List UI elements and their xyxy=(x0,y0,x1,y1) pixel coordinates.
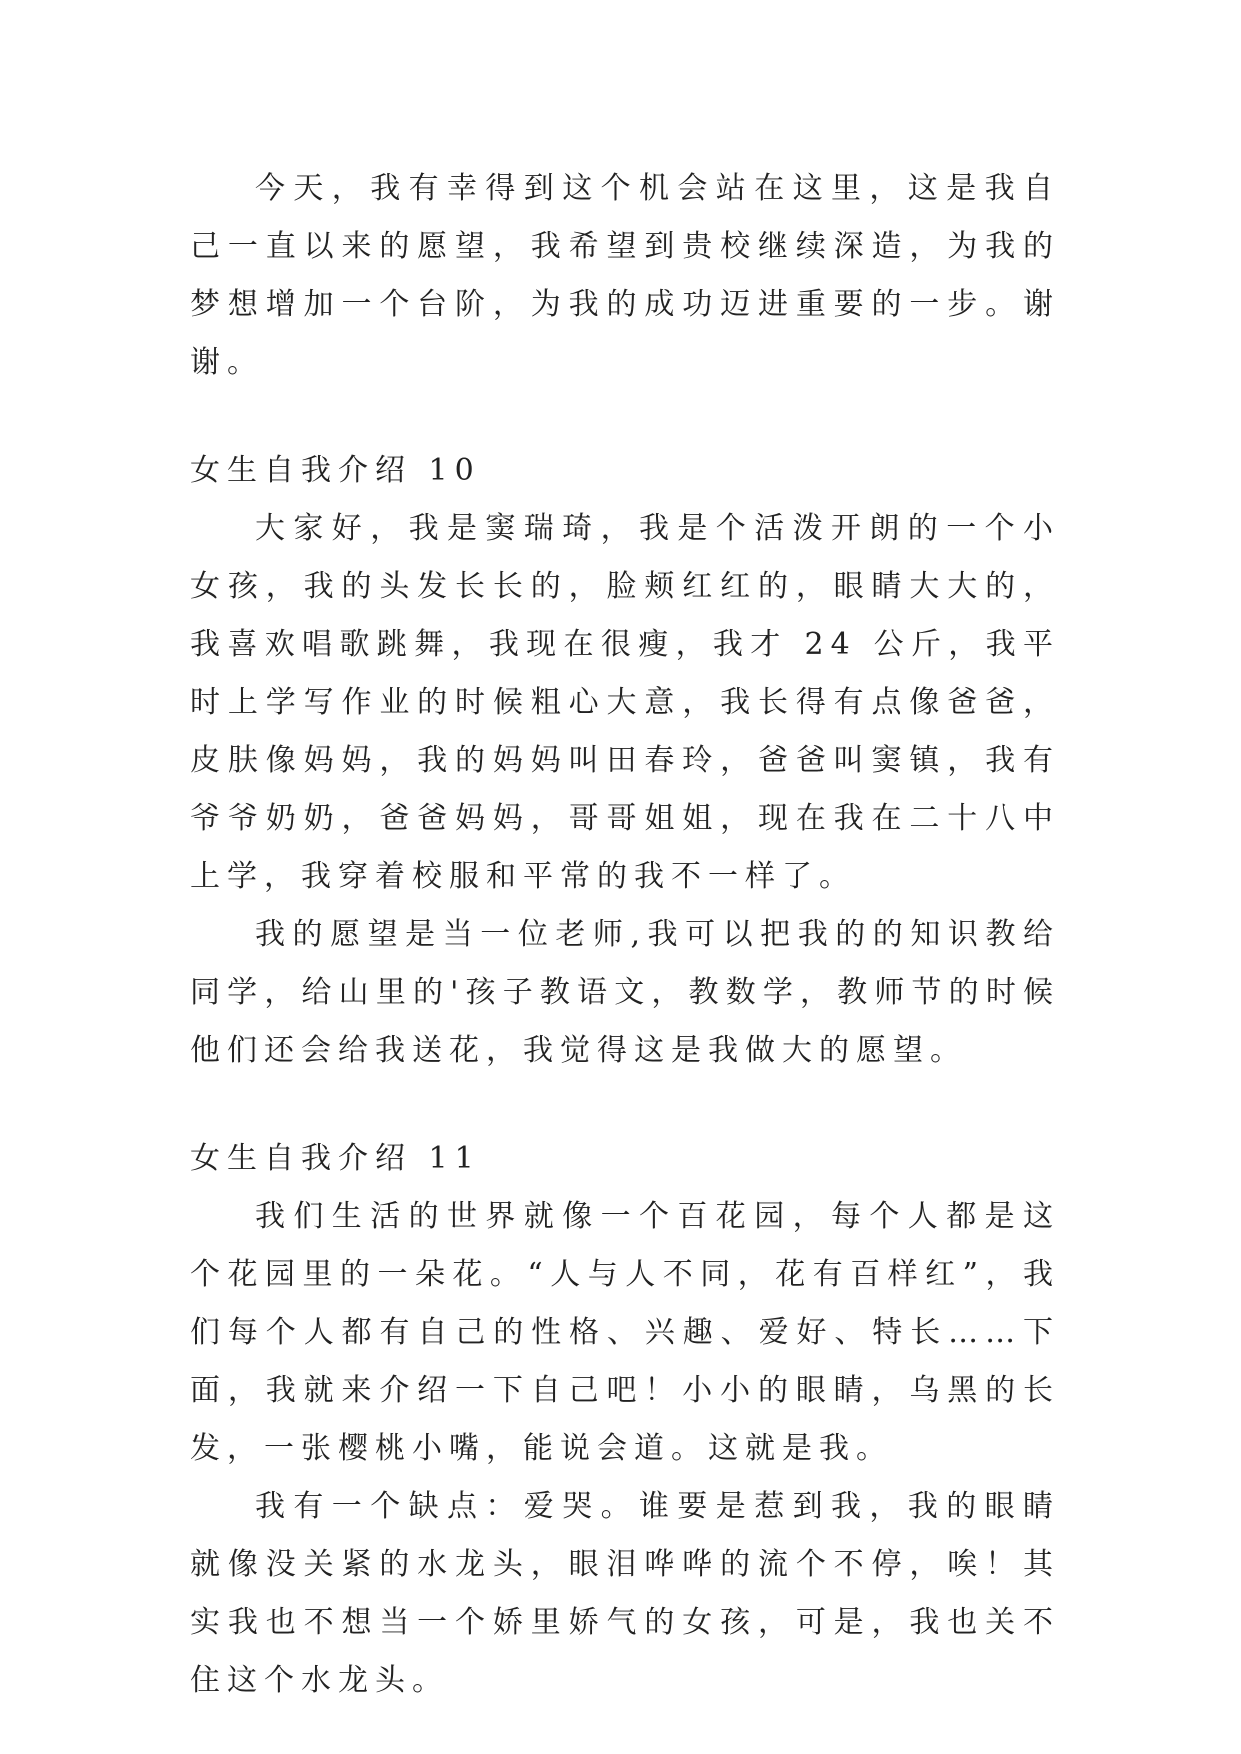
section-intro-11 xyxy=(190,1130,1060,1710)
paragraph: 我有一个缺点：爱哭。谁要是惹到我，我的眼睛就像没关紧的水龙头，眼泪哗哗的流个不停，唉！其实我也不想当一个娇里娇气的女孩，可是，我也关不住这个水龙头。 xyxy=(190,1489,1060,1698)
paragraph: 今天，我有幸得到这个机会站在这里，这是我自己一直以来的愿望，我希望到贵校继续深造，为我的梦想增加一个台阶，为我的成功迈进重要的一步。谢谢。 xyxy=(190,171,1060,380)
section-closing xyxy=(190,160,1060,392)
section-heading: 女生自我介绍 10 xyxy=(190,453,481,488)
section-intro-10 xyxy=(190,442,1060,1080)
paragraph: 我们生活的世界就像一个百花园，每个人都是这个花园里的一朵花。“人与人不同，花有百样红”，我们每个人都有自己的性格、兴趣、爱好、特长……下面，我就来介绍一下自己吧！小小的眼睛，乌黑的长发，一张樱桃小嘴，能说会道。这就是我。 xyxy=(190,1199,1060,1466)
section-gap xyxy=(190,1080,1060,1130)
section-gap xyxy=(190,392,1060,442)
paragraph: 大家好，我是窦瑞琦，我是个活泼开朗的一个小女孩，我的头发长长的，脸颊红红的，眼睛大大的，我喜欢唱歌跳舞，我现在很瘦，我才 24 公斤，我平时上学写作业的时候粗心大意，我长得有点像爸爸，皮肤像妈妈，我的妈妈叫田春玲，爸爸叫窦镇，我有爷爷奶奶，爸爸妈妈，哥哥姐姐，现在我在二十八中上学，我穿着校服和平常的我不一样了。 xyxy=(190,511,1060,894)
section-heading: 女生自我介绍 11 xyxy=(190,1141,481,1176)
document-body xyxy=(190,160,1060,1710)
paragraph: 我的愿望是当一位老师,我可以把我的的知识教给同学，给山里的'孩子教语文，教数学，教师节的时候他们还会给我送花，我觉得这是我做大的愿望。 xyxy=(190,917,1060,1068)
